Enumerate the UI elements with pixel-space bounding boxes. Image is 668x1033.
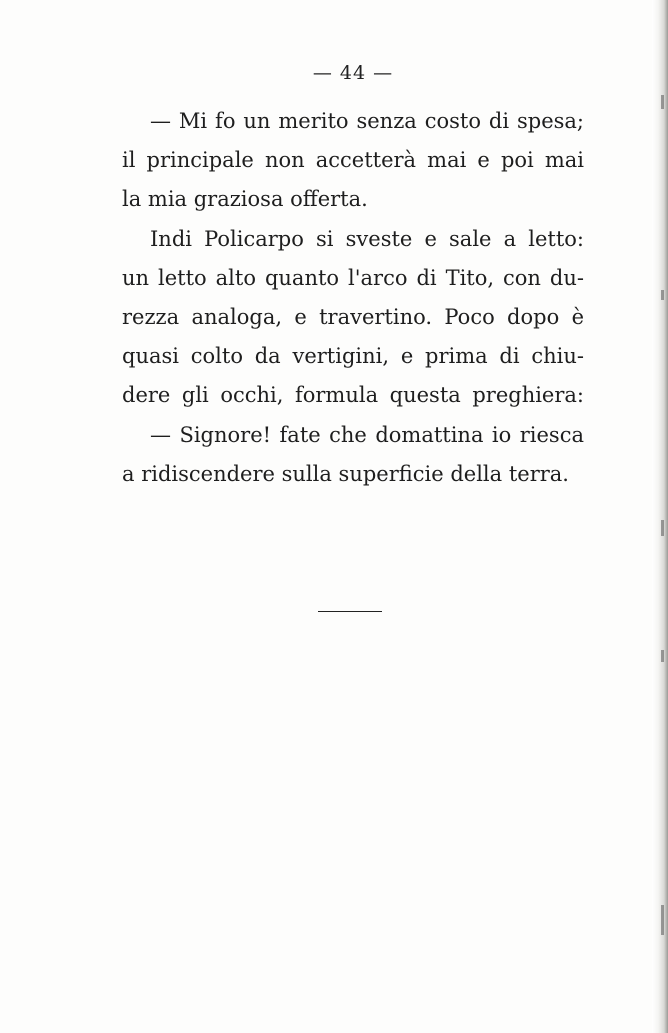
edge-speck bbox=[661, 650, 664, 662]
text-line: dere gli occhi, formula questa preghiera: bbox=[122, 383, 584, 408]
edge-speck bbox=[661, 95, 664, 109]
edge-speck bbox=[661, 290, 664, 300]
text-line: — Mi fo un merito senza costo di spesa; bbox=[150, 109, 584, 133]
text-line: — Signore! fate che domattina io riesca bbox=[150, 422, 584, 447]
text-line: Indi Policarpo si sveste e sale a letto: bbox=[150, 226, 584, 251]
text-line: rezza analoga, e travertino. Poco dopo è bbox=[122, 305, 584, 330]
end-rule bbox=[318, 611, 382, 612]
text-line: quasi colto da vertigini, e prima di chiu- bbox=[122, 344, 584, 369]
text-line: un letto alto quanto l'arco di Tito, con du- bbox=[122, 265, 584, 290]
text-line: a ridiscendere sulla superficie della terra. bbox=[122, 461, 569, 486]
body-text bbox=[122, 102, 584, 494]
text-line: il principale non accetterà mai e poi mai bbox=[122, 148, 584, 173]
page-number: — 44 — bbox=[312, 62, 394, 84]
edge-speck bbox=[661, 520, 664, 536]
edge-speck bbox=[661, 905, 664, 935]
text-line: la mia graziosa offerta. bbox=[122, 187, 368, 212]
page-edge-shadow bbox=[652, 0, 668, 1033]
